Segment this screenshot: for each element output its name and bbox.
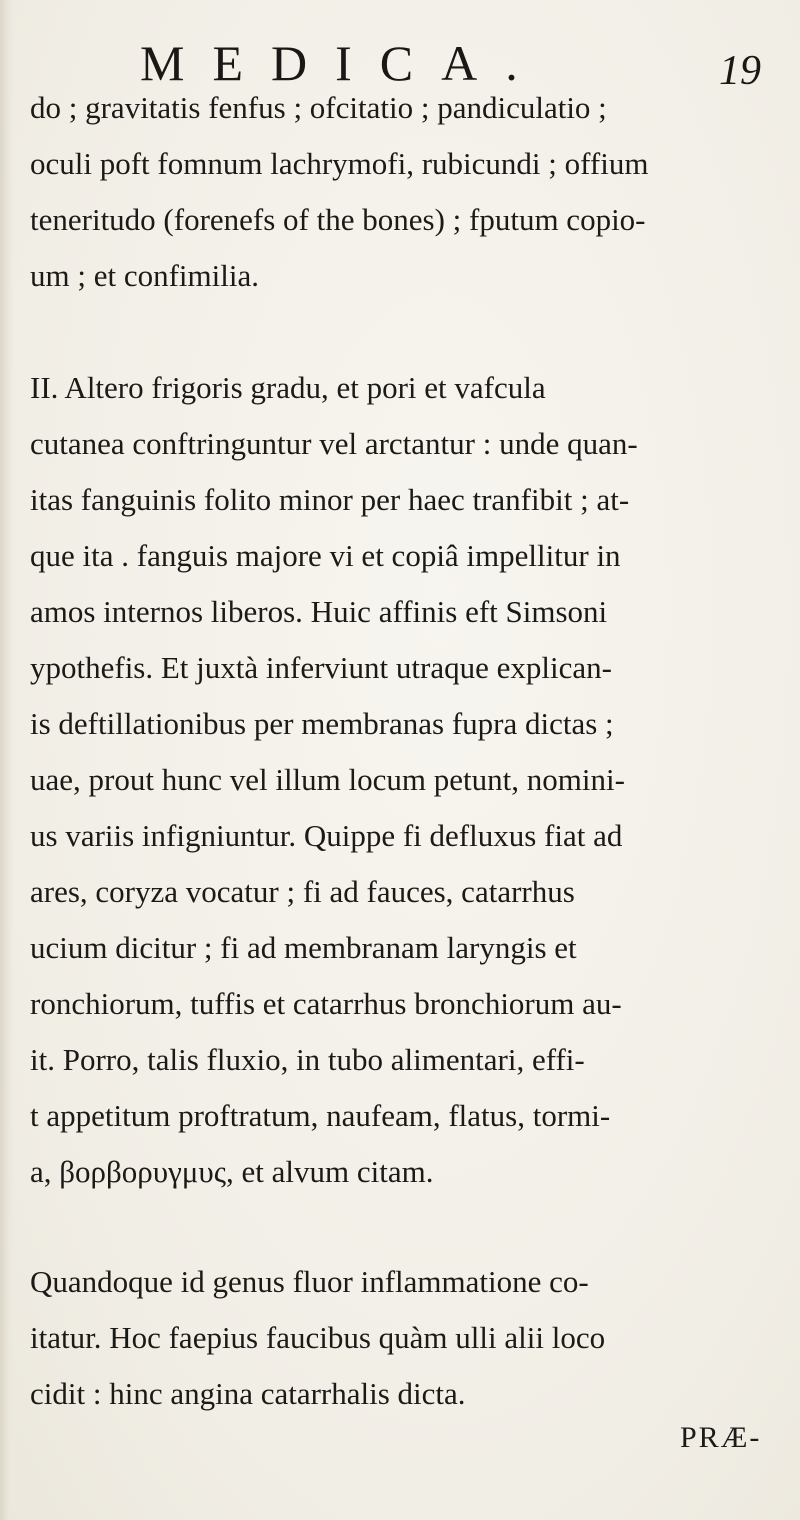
running-title: MEDICA. (140, 35, 546, 91)
text-line: que ita . fanguis majore vi et copiâ impellitur in (30, 538, 621, 573)
text-line: Quandoque id genus fluor inflammatione co- (30, 1264, 589, 1299)
text-line: teneritudo (forenefs of the bones) ; fputum copio- (30, 202, 646, 237)
text-line: it. Porro, talis fluxio, in tubo alimentari, effi- (30, 1042, 585, 1077)
page-number: 19 (719, 48, 761, 94)
text-line: us variis infigniuntur. Quippe fi defluxus fiat ad (30, 818, 623, 853)
text-line: uae, prout hunc vel illum locum petunt, nomini- (30, 762, 625, 797)
text-line: um ; et confimilia. (30, 258, 260, 293)
text-line: ucium dicitur ; fi ad membranam laryngis et (30, 930, 577, 965)
text-line: II. Altero frigoris gradu, et pori et vafcula (30, 370, 546, 405)
text-line: ypothefis. Et juxtà inferviunt utraque explican- (30, 650, 612, 685)
text-line: t appetitum proftratum, naufeam, flatus, tormi- (30, 1098, 611, 1133)
text-line: is deftillationibus per membranas fupra dictas ; (30, 706, 614, 741)
text-line: ronchiorum, tuffis et catarrhus bronchiorum au- (30, 986, 622, 1021)
text-line: ares, coryza vocatur ; fi ad fauces, catarrhus (30, 874, 575, 909)
catchword: PRÆ- (680, 1421, 762, 1454)
text-line: oculi poft fomnum lachrymofi, rubicundi ; offium (30, 146, 649, 181)
text-line: cutanea conftringuntur vel arctantur : unde quan- (30, 426, 638, 461)
text-line: itas fanguinis folito minor per haec tranfibit ; at- (30, 482, 630, 517)
text-line: a, βορβορυγμυς, et alvum citam. (30, 1154, 434, 1189)
page-gutter-shadow (0, 0, 14, 1520)
text-line: do ; gravitatis fenfus ; ofcitatio ; pandiculatio ; (30, 90, 607, 125)
text-line: cidit : hinc angina catarrhalis dicta. (30, 1376, 466, 1411)
text-line: amos internos liberos. Huic affinis eft Simsoni (30, 594, 608, 629)
text-line: itatur. Hoc faepius faucibus quàm ulli alii loco (30, 1320, 606, 1355)
